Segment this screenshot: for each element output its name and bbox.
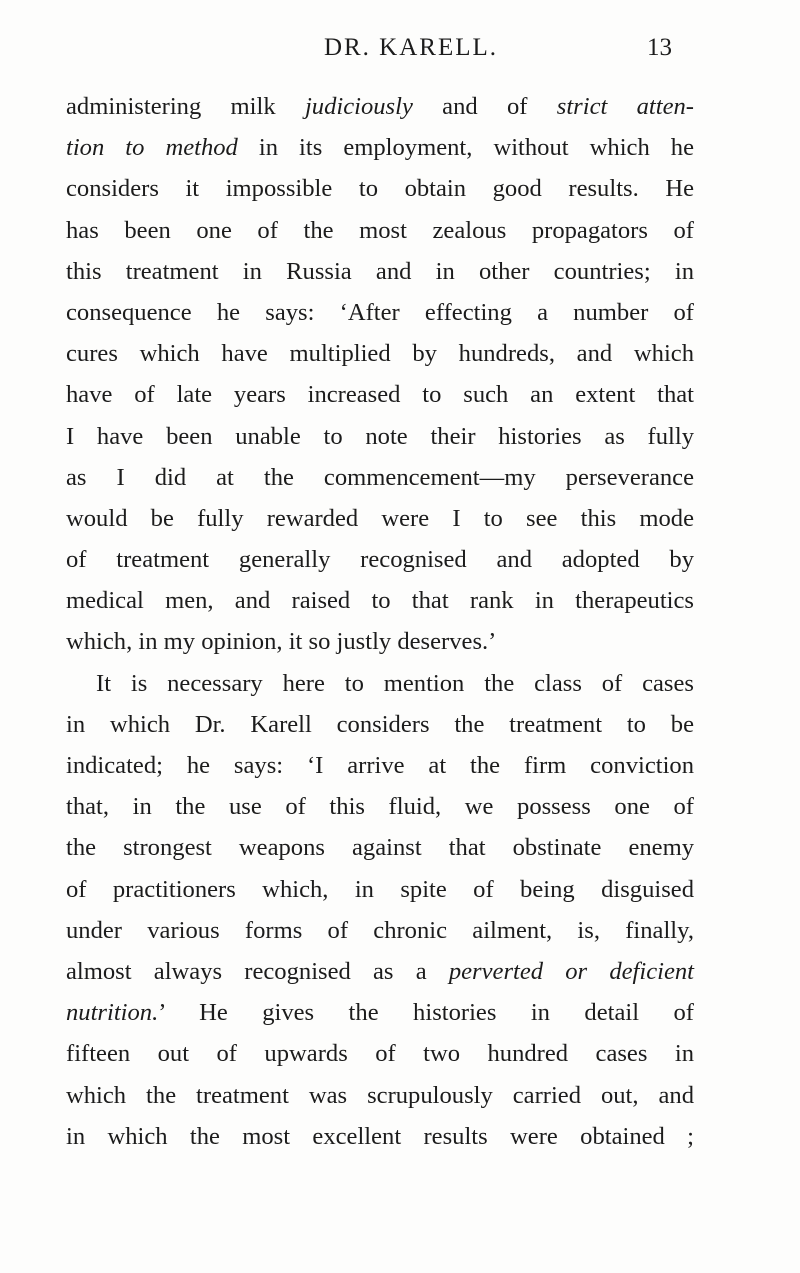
text-segment: cures which have multiplied by hundreds, and which <box>66 340 694 368</box>
text-segment: in which the most excellent results were obtained ; <box>66 1122 694 1150</box>
text-segment: that, in the use of this fluid, we possess one of <box>66 793 694 821</box>
text-segment: fifteen out of upwards of two hundred cases in <box>66 1040 694 1068</box>
text-line <box>66 745 694 786</box>
italic-text: perverted or deficient <box>448 957 695 985</box>
text-line <box>66 127 694 168</box>
text-line <box>66 869 694 910</box>
text-line <box>66 1116 694 1157</box>
text-segment: which, in my opinion, it so justly deserves.’ <box>66 628 497 656</box>
text-line <box>66 86 694 127</box>
text-segment: ’ He gives the histories in detail of <box>158 999 694 1027</box>
text-line <box>66 333 694 374</box>
text-line <box>66 992 694 1033</box>
text-line <box>66 621 694 662</box>
text-segment: which the treatment was scrupulously carried out, and <box>66 1081 694 1109</box>
text-line <box>66 168 694 209</box>
text-line <box>66 416 694 457</box>
text-segment: under various forms of chronic ailment, is, finally, <box>66 916 694 944</box>
body-text <box>66 86 694 1157</box>
text-line <box>66 374 694 415</box>
italic-text: strict atten- <box>556 93 694 120</box>
text-segment: have of late years increased to such an extent that <box>66 381 694 409</box>
text-line <box>66 1033 694 1074</box>
text-segment: considers it impossible to obtain good results. He <box>66 175 694 203</box>
text-line <box>66 704 694 745</box>
italic-text: tion to method <box>66 134 238 162</box>
text-segment: and of <box>412 93 557 120</box>
text-segment: consequence he says: ‘After effecting a number of <box>66 298 694 326</box>
text-segment: indicated; he says: ‘I arrive at the firm conviction <box>66 752 694 779</box>
text-segment: medical men, and raised to that rank in therapeutics <box>66 587 694 615</box>
text-line <box>66 1075 694 1116</box>
italic-text: judiciously <box>304 93 413 120</box>
text-segment: of treatment generally recognised and adopted by <box>66 546 694 574</box>
text-line <box>66 498 694 539</box>
text-line <box>66 951 694 992</box>
text-segment: It is necessary here to mention the class of cases <box>96 669 694 697</box>
text-segment: has been one of the most zealous propagators of <box>66 216 694 244</box>
text-line <box>66 663 694 704</box>
page-number: 13 <box>647 34 672 61</box>
text-line <box>66 786 694 827</box>
text-segment: almost always recognised as a <box>66 957 449 985</box>
text-segment: the strongest weapons against that obstinate enemy <box>66 834 694 862</box>
text-segment: in its employment, without which he <box>237 134 694 162</box>
text-line <box>66 910 694 951</box>
text-segment: administering milk <box>66 93 305 120</box>
running-head: DR. KARELL. <box>323 34 499 61</box>
text-line <box>66 827 694 868</box>
text-line <box>66 457 694 498</box>
text-segment: I have been unable to note their histories as fully <box>66 422 694 450</box>
text-segment: this treatment in Russia and in other countries; in <box>66 257 694 285</box>
text-segment: would be fully rewarded were I to see this mode <box>66 504 694 532</box>
text-line <box>66 210 694 251</box>
text-line <box>66 251 694 292</box>
text-segment: as I did at the commencement—my perseverance <box>66 463 694 491</box>
text-line <box>66 539 694 580</box>
italic-text: nutrition. <box>66 999 159 1027</box>
text-line <box>66 292 694 333</box>
text-line <box>66 580 694 621</box>
page-header <box>0 34 800 68</box>
text-segment: in which Dr. Karell considers the treatment to be <box>66 710 694 738</box>
text-segment: of practitioners which, in spite of being disguised <box>66 875 694 903</box>
